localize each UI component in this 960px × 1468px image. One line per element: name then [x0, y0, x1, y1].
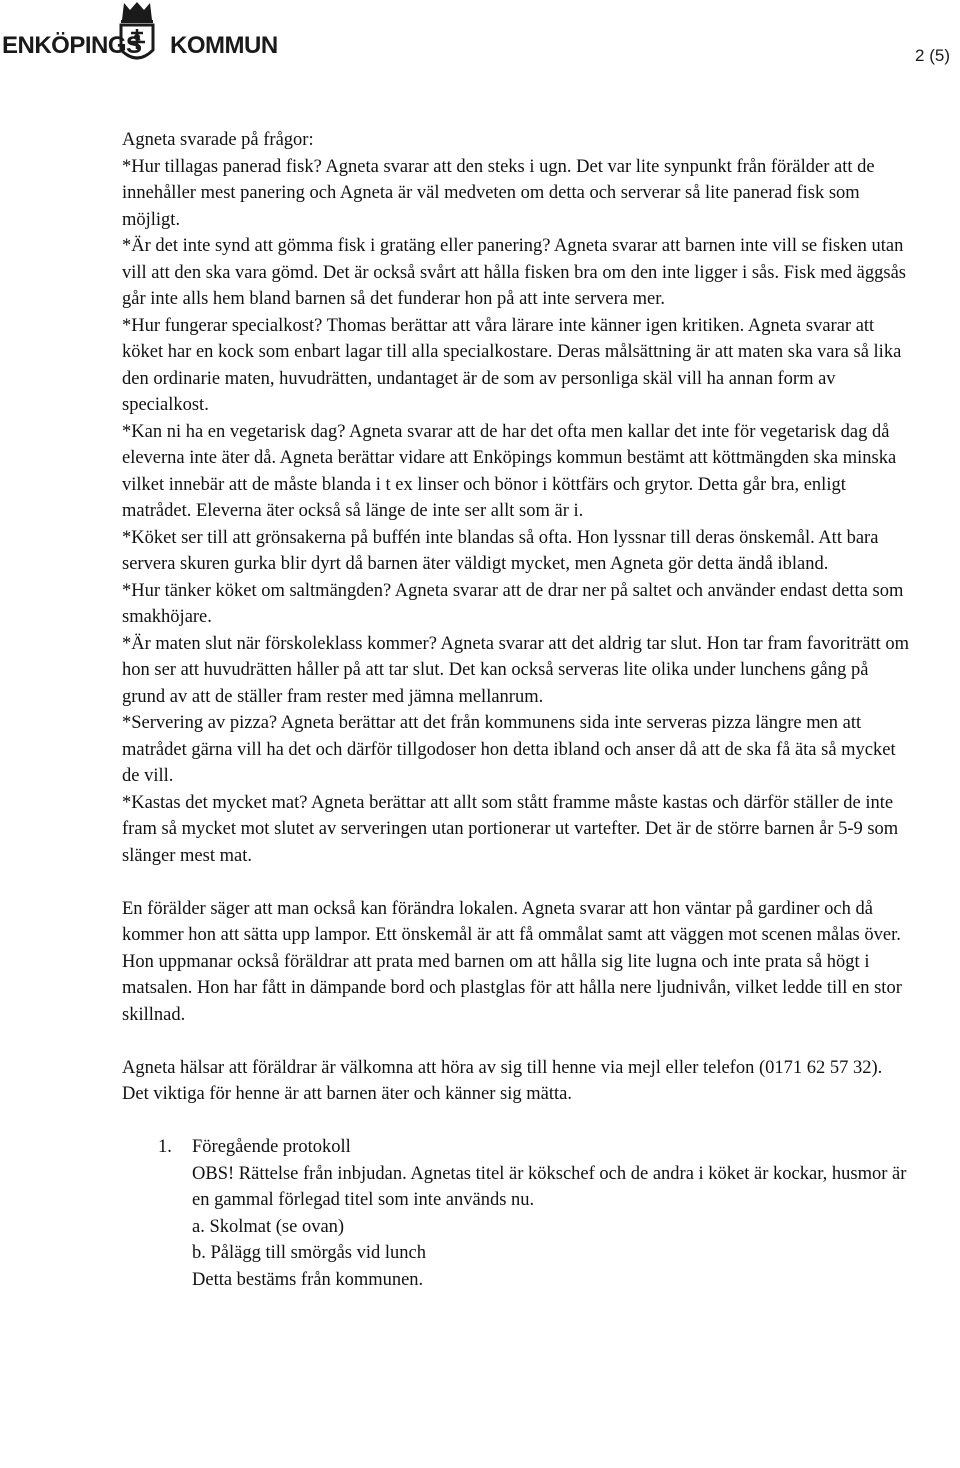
- qa-item: *Hur tillagas panerad fisk? Agneta svarar att den steks i ugn. Det var lite synpunkt från förälder att de innehåller mest panering och Agneta är väl medveten om detta och serverar så lite panerad fisk som möjligt.: [122, 156, 875, 230]
- qa-item: *Hur fungerar specialkost? Thomas berättar att våra lärare inte känner igen kritiken. Agneta svarar att köket har en kock som enbart lagar till alla specialkostare. Deras målsättning är att maten ska vara så lika den ordinarie maten, huvudrätten, undantaget är de som av personliga skäl vill ha annan form av specialkost.: [122, 315, 902, 415]
- agenda-line: a. Skolmat (se ovan): [192, 1216, 345, 1237]
- qa-item: *Servering av pizza? Agneta berättar att det från kommunens sida inte serveras pizza längre men att matrådet gärna vill ha det och därför tillgodoser hon detta ibland och anser då att de ska få äta så mycket de vill.: [122, 713, 896, 786]
- qa-item: *Kastas det mycket mat? Agneta berättar att allt som stått framme måste kastas och därför ställer de inte fram så mycket mot slutet av serveringen utan portionerar ut vartefter. Det är de större barnen år 5-9 som slänger mest mat.: [122, 792, 899, 866]
- qa-intro: Agneta svarade på frågor:: [122, 130, 314, 150]
- agenda-list: [122, 1134, 912, 1293]
- qa-item: *Är det inte synd att gömma fisk i gratäng eller panering? Agneta svarar att barnen inte vill se fisken utan vill att den ska vara gömd. Det är också svårt att hålla fisken bra om den inte ligger i sås. Fisk med äggsås går inte alls hem bland barnen så det funderar hon på att inte servera mer.: [122, 236, 906, 309]
- agenda-item-title: Föregående protokoll: [192, 1137, 351, 1157]
- qa-section: [122, 127, 912, 869]
- agenda-line: OBS! Rättelse från inbjudan. Agnetas titel är kökschef och de andra i köket är kockar, husmor är en gammal förlegad titel som inte används nu.: [192, 1163, 907, 1210]
- logo-text-left: ENKÖPINGS: [2, 32, 142, 59]
- agenda-line: b. Pålägg till smörgås vid lunch: [192, 1243, 426, 1263]
- document-body: [122, 127, 912, 1293]
- page-number: 2 (5): [915, 46, 950, 65]
- municipality-logo: [0, 0, 278, 70]
- paragraph-kontakt: Agneta hälsar att föräldrar är välkomna att höra av sig till henne via mejl eller telefon (0171 62 57 32). Det viktiga för henne är att barnen äter och känner sig mätta.: [122, 1057, 883, 1104]
- qa-item: *Köket ser till att grönsakerna på buffén inte blandas så ofta. Hon lyssnar till deras önskemål. Att bara servera skuren gurka blir dyrt då barnen äter väldigt mycket, men Agneta gör detta ändå ibland.: [122, 527, 879, 574]
- qa-item: *Kan ni ha en vegetarisk dag? Agneta svarar att de har det ofta men kallar det inte för vegetarisk dag då eleverna inte äter då. Agneta berättar vidare att Enköpings kommun bestämt att köttmängden ska minska vilket innebär att de måste blanda i t ex linser och bönor i köttfärs och grytor. Detta går bra, enligt matrådet. Eleverna äter också så länge de inte ser allt som är i.: [122, 421, 897, 521]
- qa-item: *Är maten slut när förskoleklass kommer? Agneta svarar att det aldrig tar slut. Hon tar fram favoriträtt om hon ser att huvudrätten håller på att tar slut. Det kan också serveras lite olika under lunchens gång på grund av att de ställer fram rester med jämna mellanrum.: [122, 633, 910, 707]
- logo-text-right: KOMMUN: [170, 32, 278, 59]
- qa-item: *Hur tänker köket om saltmängden? Agneta svarar att de drar ner på saltet och använder endast detta som smakhöjare.: [122, 580, 904, 627]
- agenda-item-number: 1.: [158, 1137, 172, 1157]
- agenda-item: [122, 1134, 912, 1293]
- paragraph-lokalen: En förälder säger att man också kan förändra lokalen. Agneta svarar att hon väntar på gardiner och då kommer hon att sätta upp lampor. Ett önskemål är att få ommålat samt att väggen mot scenen målas över. Hon uppmanar också föräldrar att prata med barnen om att hålla sig lite lugna och inte prata så högt i matsalen. Hon har fått in dämpande bord och plastglas för att hålla nere ljudnivån, vilket ledde till en stor skillnad.: [122, 898, 902, 1025]
- agenda-line: Detta bestäms från kommunen.: [192, 1269, 424, 1290]
